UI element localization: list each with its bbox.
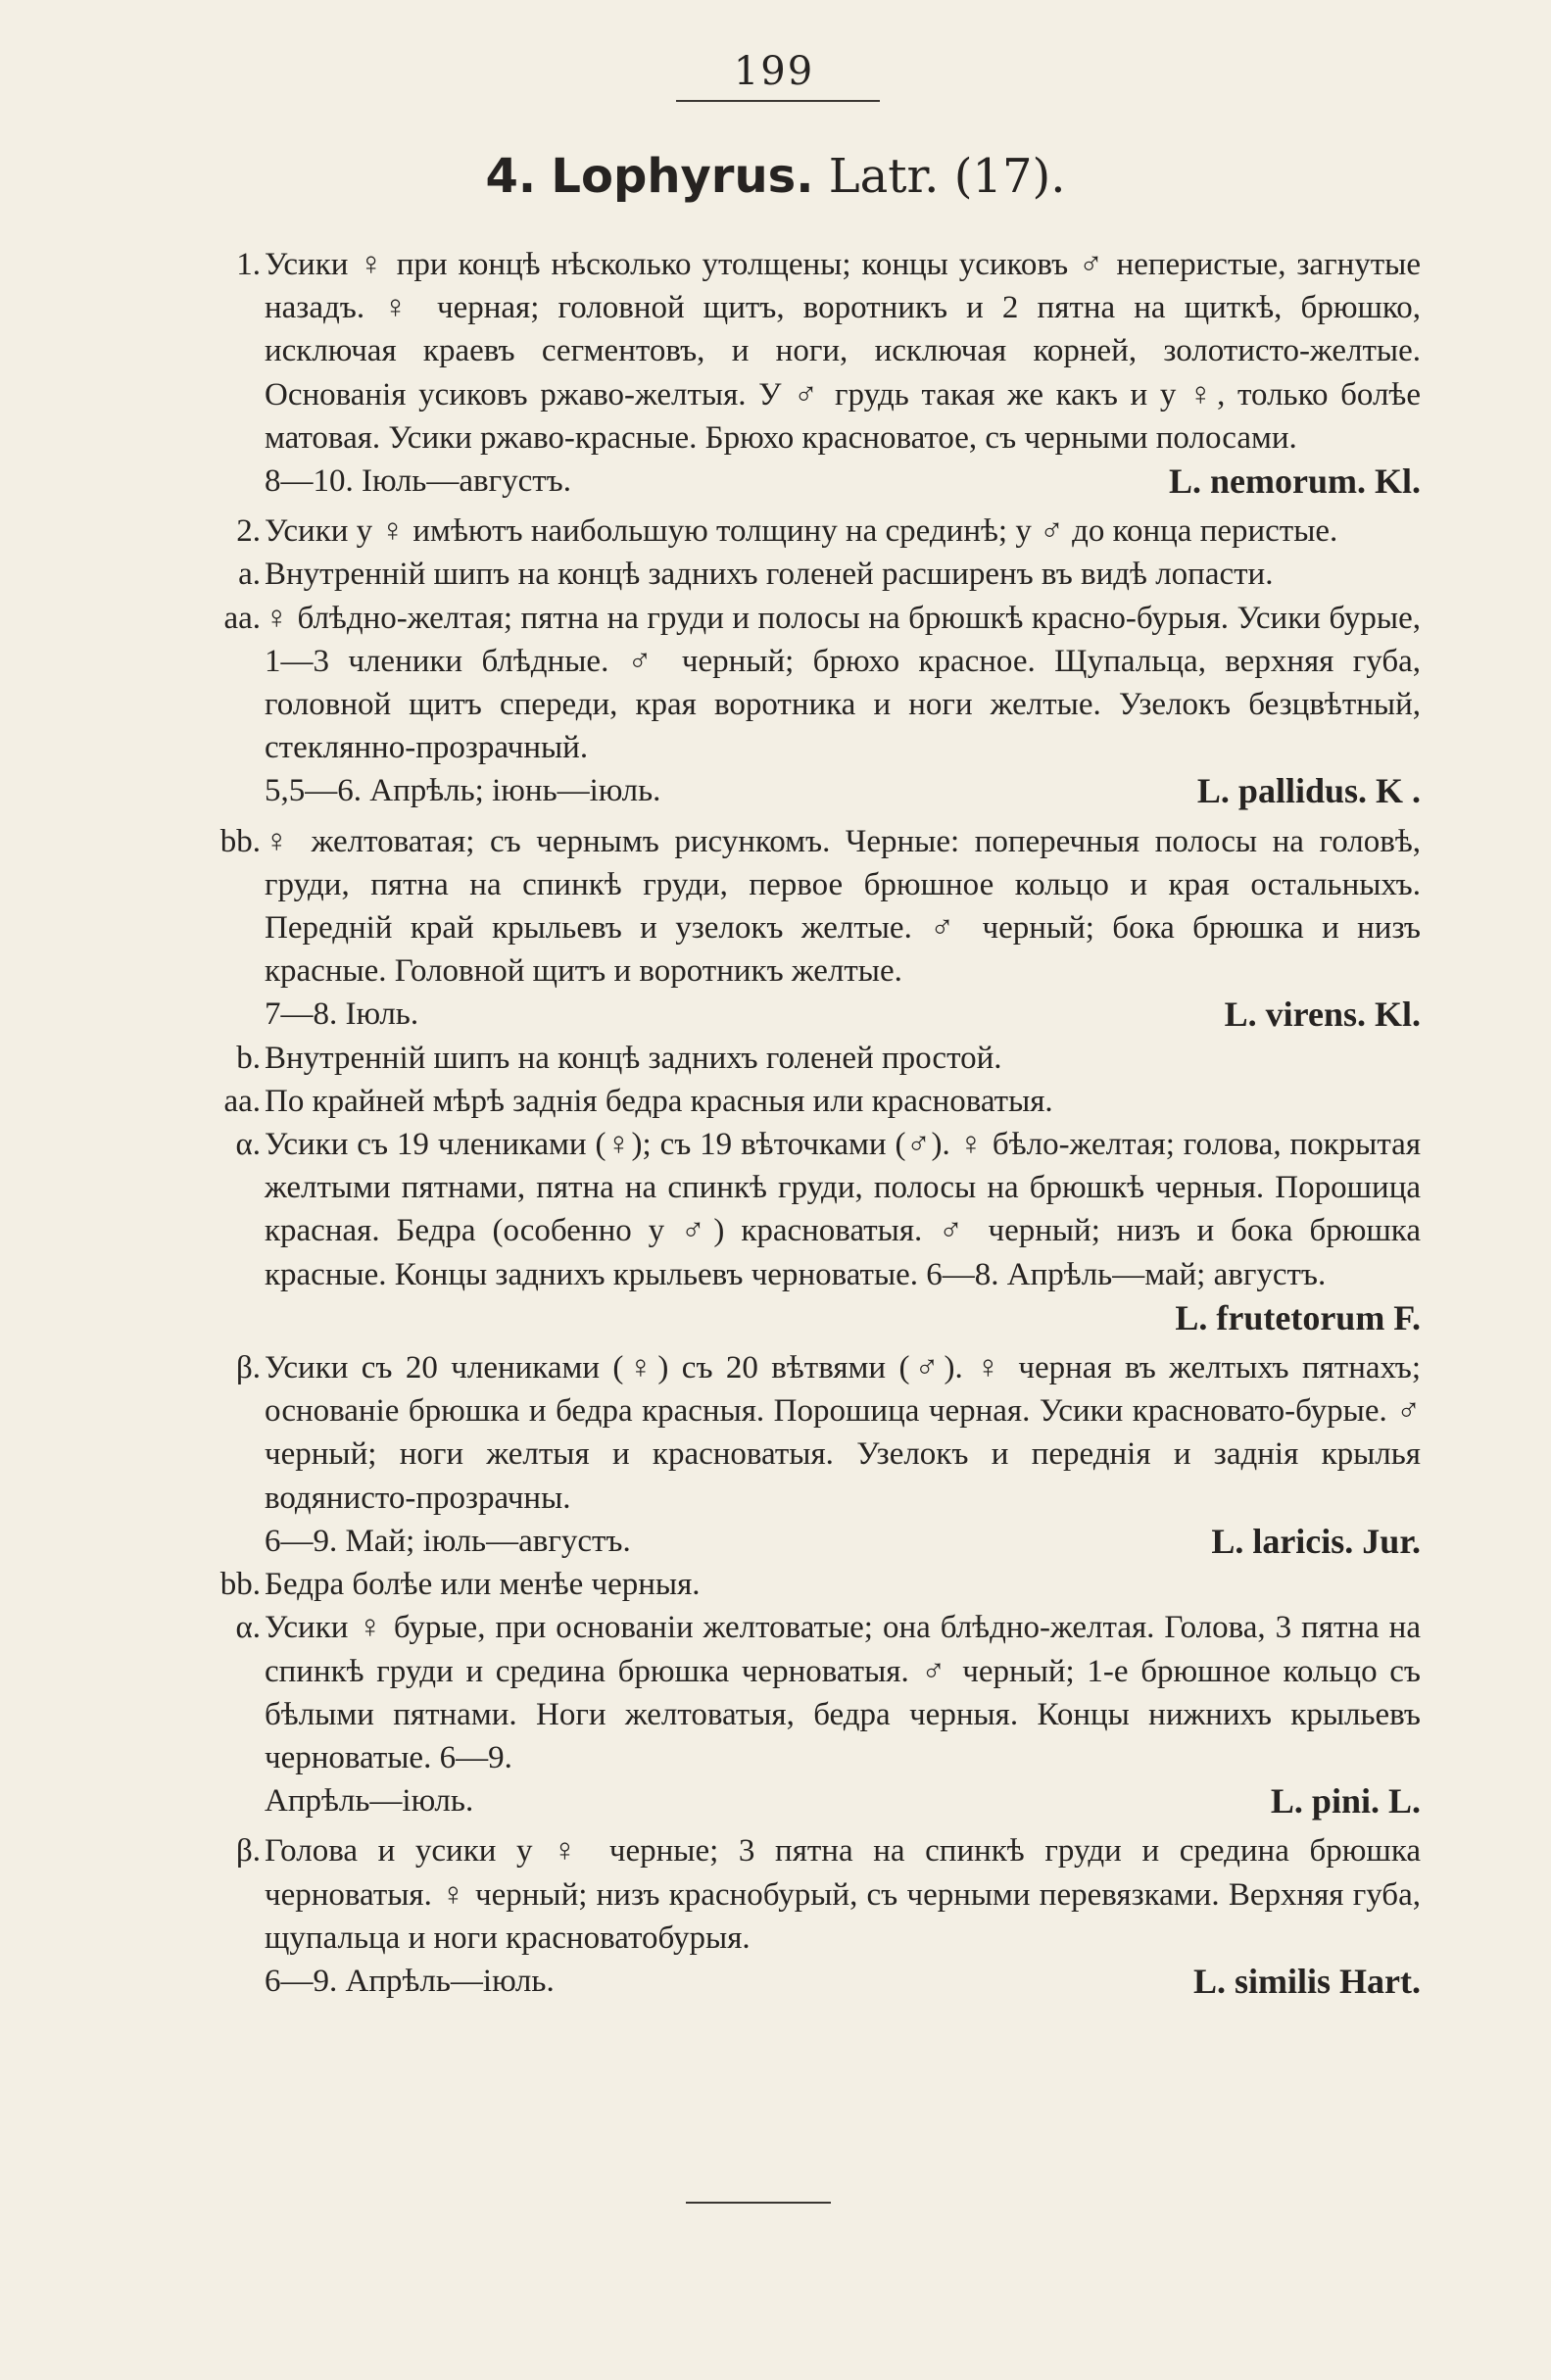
key-entry-a (216, 553, 1421, 596)
entry-marker: b. (236, 1040, 261, 1076)
entry-text: Голова и усики у ♀ черные; 3 пятна на спинкѣ груди и средина брюшка черноватыя. ♀ черный; низъ краснобурый, съ черными перевязками. Верхняя губа, щупальца и ноги красноватобурыя. (265, 1833, 1421, 1956)
taxon-row (265, 1779, 1421, 1822)
key-entry-alpha-2 (216, 1606, 1421, 1822)
entry-tail: 5,5—6. Апрѣль; іюнь—іюль. (265, 773, 661, 809)
entry-marker: 1. (236, 247, 261, 282)
entry-text: Внутренній шипъ на концѣ заднихъ голеней расширенъ въ видѣ лопасти. (265, 557, 1274, 593)
entry-text: Бедра болѣе или менѣе черныя. (265, 1567, 701, 1603)
page-number-rule (676, 100, 880, 102)
key-entry-b (216, 1037, 1421, 1080)
species-name: L. pallidus. K . (1196, 771, 1421, 811)
heading-count: (17). (953, 149, 1066, 204)
entry-marker: bb. (219, 823, 261, 859)
entry-tail: 6—9. Май; іюль—августъ. (265, 1523, 631, 1559)
entry-text: ♀ желтоватая; съ чернымъ рисункомъ. Черные: поперечныя полосы на головѣ, груди, пятна на спинкѣ груди, первое брюшное кольцо и края остальныхъ. Передній край крыльевъ и узелокъ желтые. ♂ черный; бока брюшка и низъ красные. Головной щитъ и воротникъ желтые. (265, 823, 1421, 990)
entry-tail: 8—10. Іюль—августъ. (265, 463, 571, 500)
key-entry-alpha-1 (216, 1123, 1421, 1339)
species-name: L. pini. L. (1270, 1781, 1421, 1821)
entry-text: Усики ♀ бурые, при основаніи желтоватые; она блѣдно-желтая. Голова, 3 пятна на спинкѣ груди и средина брюшка черноватыя. ♂ черный; 1-е брюшное кольцо съ бѣлыми пятнами. Ноги желтоватыя, бедра черныя. Концы нижнихъ крыльевъ черноватые. 6—9. (265, 1610, 1421, 1775)
closing-rule (686, 2202, 831, 2204)
key-body (216, 243, 1421, 2003)
species-name: L. virens. Kl. (1224, 995, 1421, 1035)
key-entry-b-aa (216, 1080, 1421, 1123)
entry-tail: 7—8. Іюль. (265, 996, 419, 1033)
entry-text: Усики съ 19 члениками (♀); съ 19 вѣточками (♂). ♀ бѣло-желтая; голова, покрытая желтыми пятнами, пятна на спинкѣ груди, полосы на брюшкѣ черныя. Порошица красная. Бедра (особенно у ♂) красноватыя. ♂ черный; низъ и бока брюшка красные. Концы заднихъ крыльевъ черноватые. 6—8. Апрѣль—май; августъ. (265, 1127, 1421, 1292)
entry-text: Внутренній шипъ на концѣ заднихъ голеней простой. (265, 1040, 1002, 1076)
key-entry-b-bb (216, 1563, 1421, 1606)
key-entry-beta-1 (216, 1346, 1421, 1563)
entry-text: ♀ блѣдно-желтая; пятна на груди и полосы на брюшкѣ красно-бурыя. Усики бурые, 1—3 членики блѣдные. ♂ черный; брюхо красное. Щупальца, верхняя губа, головной щитъ спереди, края воротника и ноги желтые. Узелокъ безцвѣтный, стеклянно-прозрачный. (265, 600, 1421, 766)
entry-marker: β. (235, 1833, 261, 1870)
key-entry-2 (216, 510, 1421, 553)
taxon-row (265, 993, 1421, 1036)
heading-number: 4. (485, 149, 537, 204)
entry-marker: α. (235, 1610, 261, 1646)
entry-marker: aa. (223, 1083, 261, 1119)
entry-text: По крайней мѣрѣ заднія бедра красныя или красноватыя. (265, 1083, 1053, 1119)
species-name: L. laricis. Jur. (1211, 1521, 1421, 1561)
taxon-row (265, 1960, 1421, 2003)
taxon-row (265, 460, 1421, 503)
entry-marker: aa. (223, 600, 261, 636)
species-name: L. similis Hart. (1193, 1961, 1421, 2001)
entry-marker: a. (238, 557, 261, 593)
taxon-row (265, 769, 1421, 812)
taxon-row (265, 1296, 1421, 1339)
entry-marker: 2. (236, 513, 261, 550)
page-number: 199 (733, 49, 815, 94)
entry-marker: α. (235, 1127, 261, 1163)
entry-tail: 6—9. Апрѣль—іюль. (265, 1963, 555, 1999)
heading-genus: Lophyrus. (551, 149, 814, 204)
genus-heading (294, 147, 1257, 206)
entry-text: Усики ♀ при концѣ нѣсколько утолщены; концы усиковъ ♂ неперистые, загнутые назадъ. ♀ черная; головной щитъ, воротникъ и 2 пятна на щиткѣ, брюшко, исключая краевъ сегментовъ, и ноги, исключая корней, золотисто-желтые. Основанія усиковъ ржаво-желтыя. У ♂ грудь такая же какъ и у ♀, только болѣе матовая. Усики ржаво-красные. Брюхо красноватое, съ черными полосами. (265, 247, 1421, 456)
species-name: L. frutetorum F. (1175, 1297, 1421, 1337)
entry-text: Усики съ 20 члениками (♀) съ 20 вѣтвями (♂). ♀ черная въ желтыхъ пятнахъ; основаніе брюшка и бедра красныя. Порошица черная. Усики красновато-бурые. ♂ черный; ноги желтыя и красноватыя. Узелокъ и переднія и заднія крылья водянисто-прозрачны. (265, 1350, 1421, 1516)
key-entry-1 (216, 243, 1421, 503)
taxon-row (265, 1520, 1421, 1563)
entry-tail: Апрѣль—іюль. (265, 1783, 474, 1820)
entry-marker: β. (235, 1350, 261, 1386)
key-entry-aa (216, 597, 1421, 813)
species-name: L. nemorum. Kl. (1169, 461, 1421, 502)
entry-text: Усики у ♀ имѣютъ наибольшую толщину на срединѣ; у ♂ до конца перистые. (265, 513, 1338, 550)
entry-marker: bb. (219, 1567, 261, 1603)
key-entry-bb (216, 820, 1421, 1037)
key-entry-beta-2 (216, 1829, 1421, 2003)
heading-author: Latr. (828, 149, 940, 204)
